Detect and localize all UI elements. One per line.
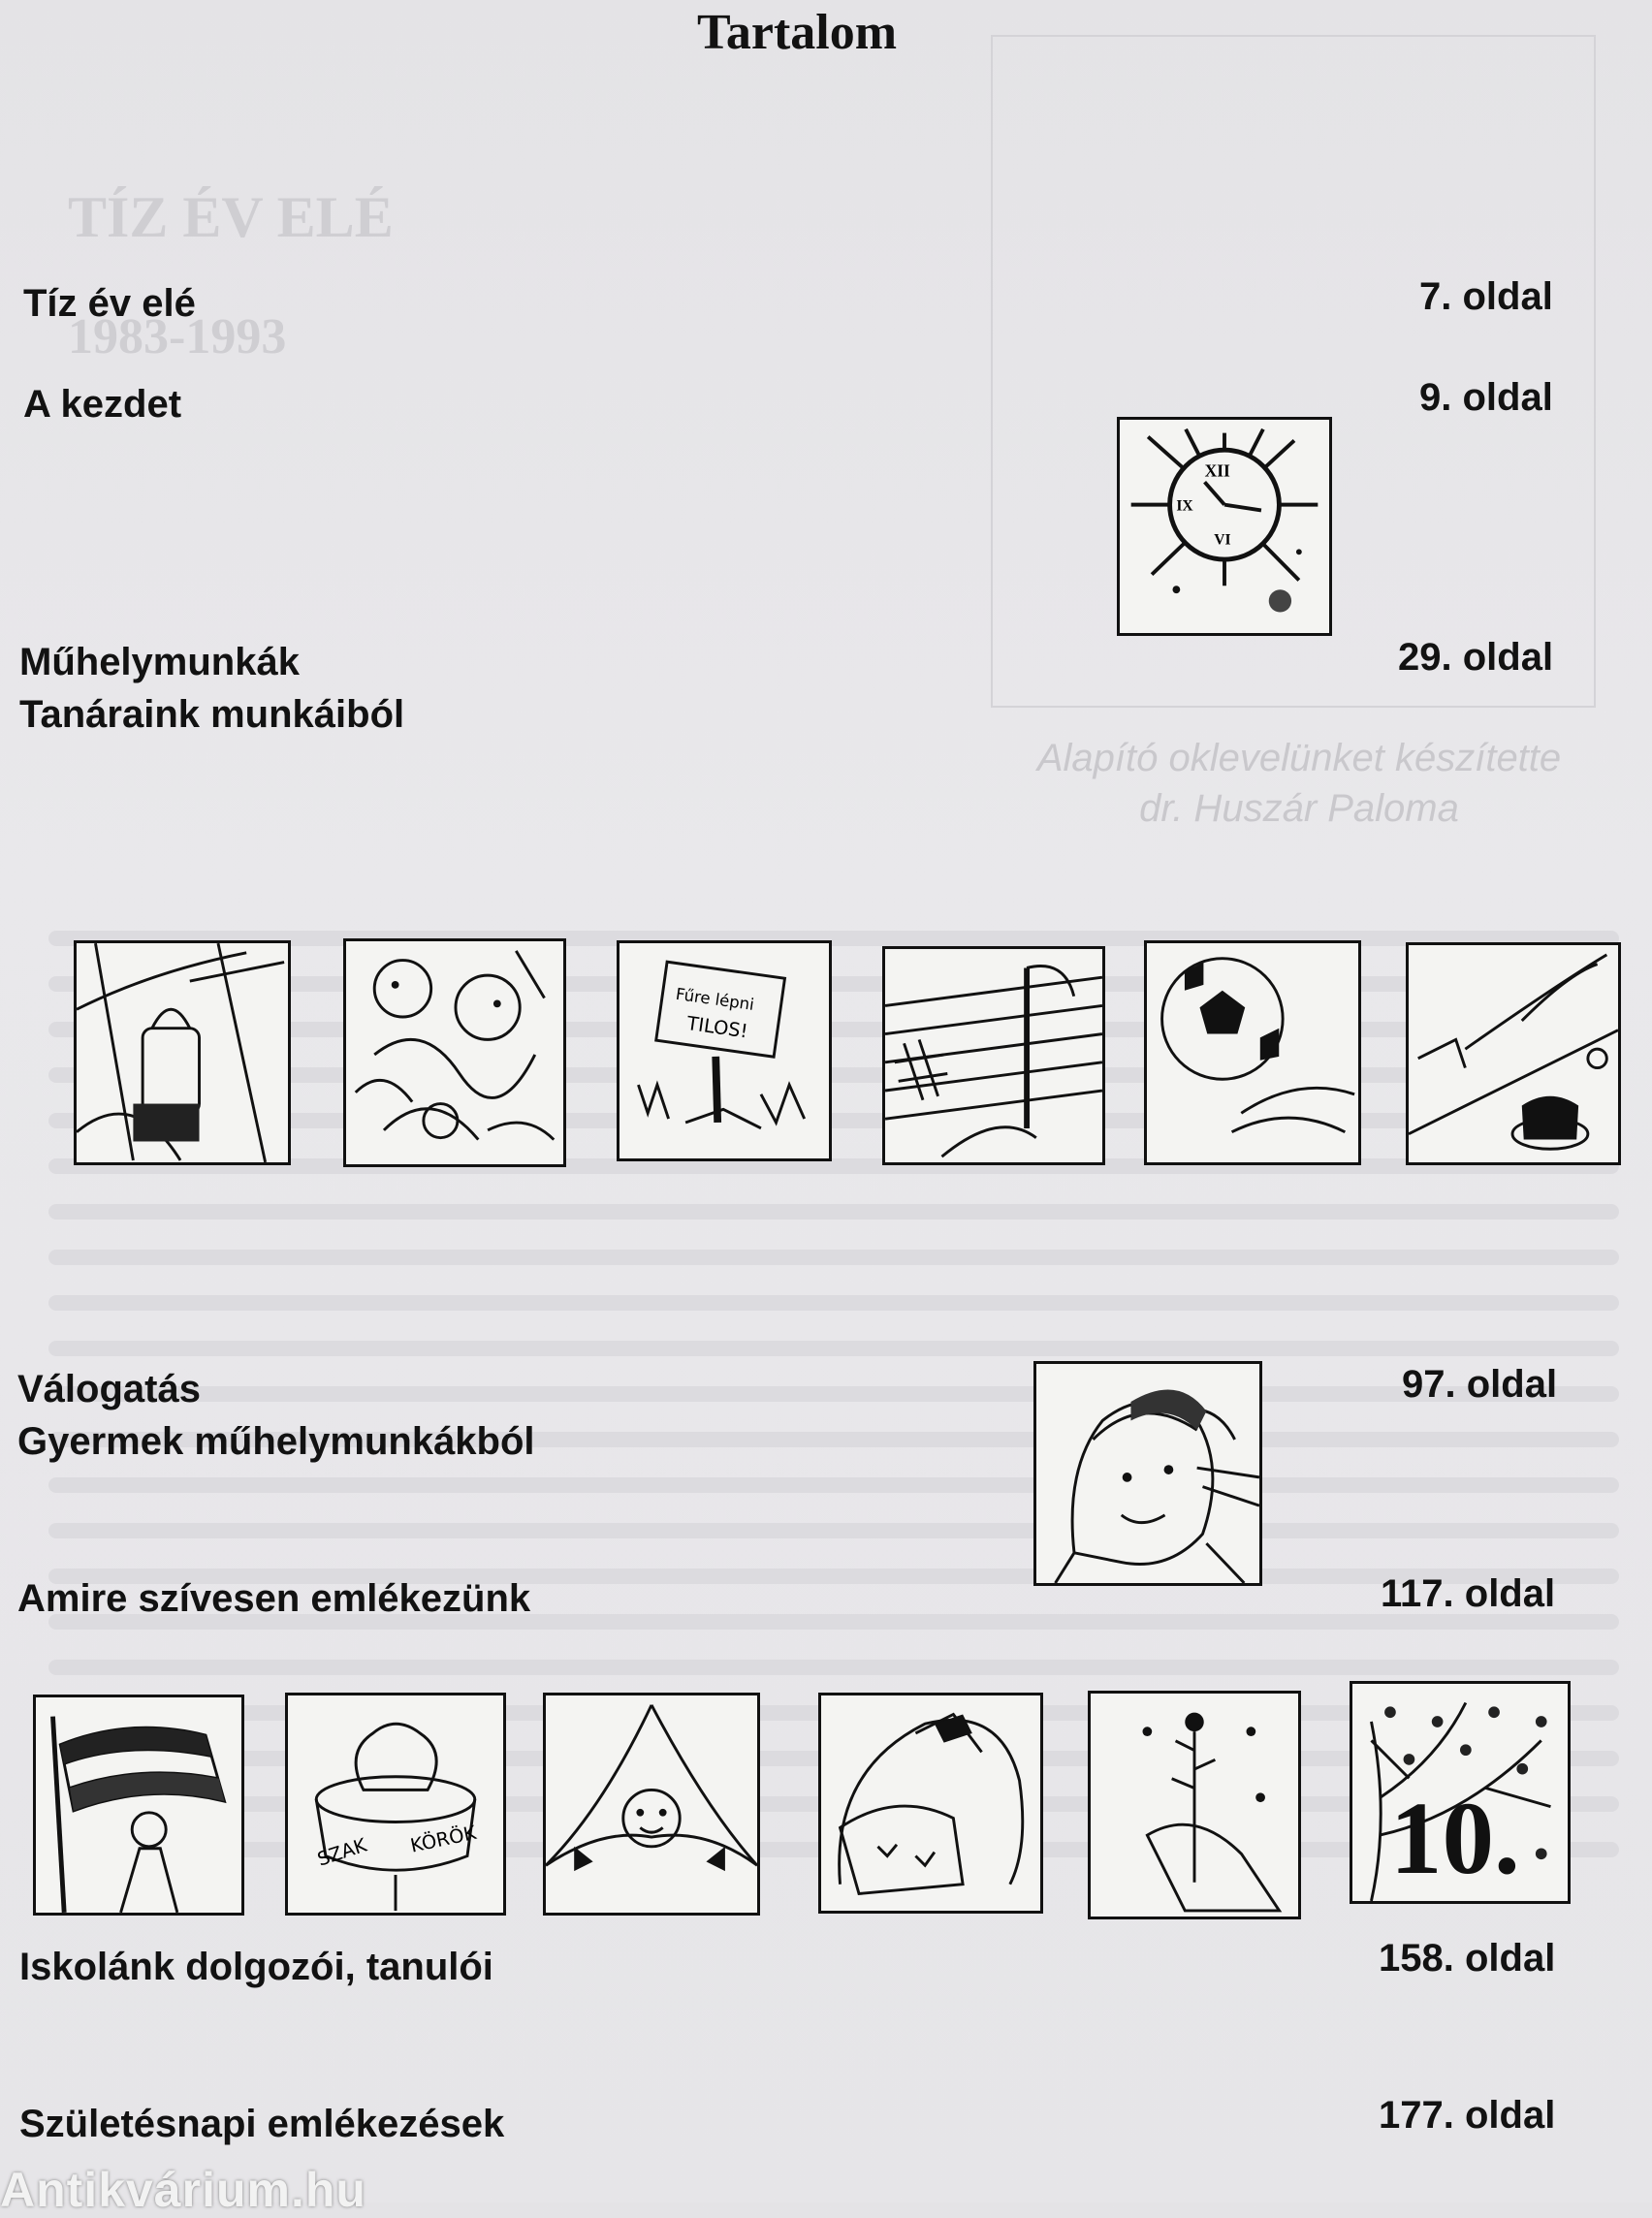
- music-staff-illustration: [882, 946, 1105, 1165]
- toc-page-number: 97. oldal: [1402, 1363, 1558, 1406]
- toc-entry-szuletesnapi: [19, 2098, 504, 2150]
- toc-page-number: 158. oldal: [1379, 1937, 1556, 1980]
- toc-entry-amire-szivesen: [17, 1572, 530, 1625]
- soccer-ball-illustration: [1144, 940, 1361, 1165]
- toc-entry-iskolank-dolgozoi: [19, 1941, 493, 1993]
- toc-page-number: 9. oldal: [1419, 376, 1553, 419]
- toc-entry-title: A kezdet: [23, 383, 182, 426]
- toc-entry-title: Műhelymunkák: [19, 641, 300, 683]
- toc-entry-title: Tíz év elé: [23, 282, 196, 325]
- pot-text-korok: KÖRÖK: [408, 1821, 479, 1857]
- sign-line-1: Fűre lépni: [674, 984, 756, 1014]
- toc-entry-valogatas: [17, 1363, 535, 1468]
- bleed-through-heading: TÍZ ÉV ELÉ: [68, 185, 394, 249]
- cartoon-characters-illustration: [343, 938, 566, 1167]
- ten-number: 10.: [1389, 1781, 1520, 1896]
- sign-illustration: [617, 940, 832, 1161]
- flag-girl-illustration: [33, 1695, 244, 1916]
- toc-entry-subtitle: Tanáraink munkáiból: [19, 693, 405, 736]
- inkwell-quill-illustration: [1406, 942, 1621, 1165]
- clock-numeral-xii: XII: [1204, 460, 1230, 481]
- pot-text-szak: SZAK: [314, 1833, 369, 1871]
- watermark: Antikvárium.hu: [0, 2163, 366, 2217]
- tree-ten-illustration: [1350, 1681, 1571, 1904]
- hand-flower-illustration: [1088, 1691, 1301, 1919]
- toc-entry-tiz-ev-ele: [23, 277, 196, 330]
- girl-portrait-illustration: [1033, 1361, 1262, 1586]
- bag-illustration: [818, 1693, 1043, 1914]
- toc-entry-title: Születésnapi emlékezések: [19, 2103, 505, 2145]
- clock-numeral-vi: VI: [1214, 531, 1231, 549]
- toc-entry-title: Amire szívesen emlékezünk: [17, 1577, 531, 1620]
- toc-page-number: 7. oldal: [1419, 275, 1553, 318]
- toc-entry-title: Válogatás: [17, 1368, 201, 1410]
- sign-line-2: TILOS!: [685, 1011, 749, 1043]
- bleed-through-caption-2: dr. Huszár Paloma: [1139, 787, 1459, 830]
- toc-entry-subtitle: Gyermek műhelymunkákból: [17, 1420, 535, 1463]
- clock-drawing: [1120, 420, 1329, 633]
- szak-korok-pot-illustration: [285, 1693, 506, 1916]
- toc-page-number: 117. oldal: [1381, 1572, 1556, 1615]
- bleed-through-caption-1: Alapító oklevelünket készítette: [1036, 737, 1562, 779]
- clock-illustration: [1117, 417, 1332, 636]
- page-title: Tartalom: [696, 5, 898, 60]
- bleed-through-years: 1983-1993: [68, 309, 287, 364]
- ink-bottle-book-illustration: [74, 940, 291, 1165]
- toc-entry-a-kezdet: [23, 378, 181, 430]
- tent-face-illustration: [543, 1693, 760, 1916]
- toc-entry-title: Iskolánk dolgozói, tanulói: [19, 1946, 493, 1988]
- clock-numeral-ix: IX: [1176, 497, 1193, 515]
- toc-page-number: 29. oldal: [1398, 636, 1554, 679]
- toc-entry-muhelymunkak: [19, 636, 404, 741]
- toc-page-number: 177. oldal: [1379, 2094, 1556, 2137]
